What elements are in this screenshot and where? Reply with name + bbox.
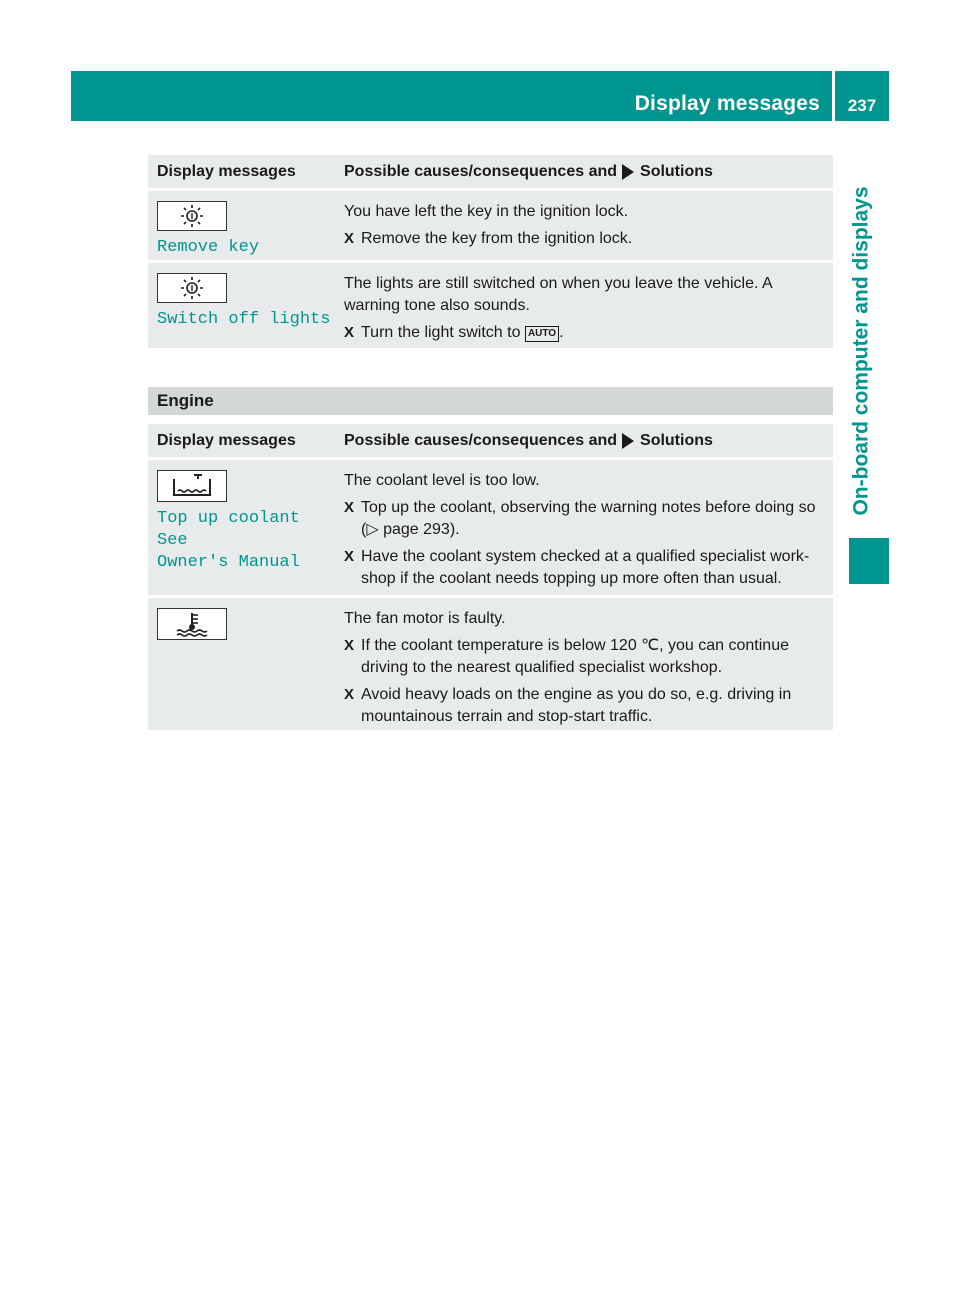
step-marker-icon: X xyxy=(344,637,355,654)
column-header-causes xyxy=(336,163,833,181)
display-message-text: Top up coolant See Owner's Manual xyxy=(157,509,300,572)
exterior-light-icon xyxy=(157,273,227,303)
display-message-text: Switch off lights xyxy=(157,310,331,329)
step-marker-icon: X xyxy=(344,548,355,565)
column-header-display-messages: Display messages xyxy=(157,431,296,449)
cause-text: The lights are still switched on when you leave the vehicle. A warning tone also sounds. xyxy=(344,275,772,314)
step-marker-icon: X xyxy=(344,499,355,516)
page-title: Display messages xyxy=(634,92,820,115)
solution-cell xyxy=(336,598,833,730)
header-bar xyxy=(71,71,832,121)
solution-step-text xyxy=(361,322,564,344)
solution-step xyxy=(344,228,827,250)
coolant-temperature-icon xyxy=(157,608,227,640)
side-tab-label: On-board computer and displays xyxy=(850,186,873,516)
solution-step-text: If the coolant temperature is below 120 ℃, you can continue driving to the nearest qualified specialist workshop. xyxy=(361,637,789,676)
solution-step-text: Remove the key from the ignition lock. xyxy=(361,230,633,247)
column-header-solutions-label: Solutions xyxy=(640,162,713,180)
page-number-box xyxy=(835,71,889,121)
section-heading-engine xyxy=(148,387,833,415)
solution-cell xyxy=(336,191,833,260)
exterior-light-icon xyxy=(157,201,227,231)
table-row xyxy=(148,460,833,595)
column-header-solutions-label: Solutions xyxy=(640,431,713,449)
page-number: 237 xyxy=(847,96,877,115)
solution-step-suffix: . xyxy=(559,324,564,341)
solution-step xyxy=(344,497,827,541)
solution-step-text: Top up the coolant, observing the warning notes before doing so (▷ page 293). xyxy=(361,499,816,538)
solution-step-prefix: Turn the light switch to xyxy=(361,324,521,341)
step-marker-icon: X xyxy=(344,230,355,247)
solution-cell xyxy=(336,263,833,348)
table-header xyxy=(148,424,833,457)
messages-table-lights xyxy=(148,155,833,348)
display-message-cell xyxy=(148,460,334,595)
table-header xyxy=(148,155,833,188)
solution-step xyxy=(344,546,827,590)
solution-cell xyxy=(336,460,833,595)
auto-light-switch-icon: AUTO xyxy=(525,326,559,342)
column-header-display-messages: Display messages xyxy=(157,162,296,180)
step-marker-icon: X xyxy=(344,686,355,703)
solution-step-text: Avoid heavy loads on the engine as you do so, e.g. driving in mountainous terrain and stop-start traffic. xyxy=(361,686,792,725)
cause-text: You have left the key in the ignition lock. xyxy=(344,203,629,220)
messages-table-engine xyxy=(148,424,833,730)
section-title: Engine xyxy=(157,391,214,410)
table-row xyxy=(148,263,833,348)
coolant-level-icon xyxy=(157,470,227,502)
side-tab-marker xyxy=(849,538,889,584)
cause-text: The fan motor is faulty. xyxy=(344,610,506,627)
column-header-causes-label: Possible causes/consequences and xyxy=(344,162,618,180)
display-message-cell xyxy=(148,191,334,260)
column-header-causes xyxy=(336,432,833,450)
table-row xyxy=(148,191,833,260)
display-message-cell xyxy=(148,598,334,730)
solution-step xyxy=(344,322,827,344)
solution-arrow-icon xyxy=(622,164,634,180)
solution-arrow-icon xyxy=(622,433,634,449)
solution-step xyxy=(344,684,827,728)
solution-step xyxy=(344,635,827,679)
side-tab xyxy=(842,172,882,530)
solution-step-text: Have the coolant system checked at a qualified specialist workshop if the coolant needs topping up more often than usual. xyxy=(361,548,810,587)
step-marker-icon: X xyxy=(344,324,355,341)
display-message-cell xyxy=(148,263,334,348)
table-row xyxy=(148,598,833,730)
display-message-text: Remove key xyxy=(157,238,260,257)
cause-text: The coolant level is too low. xyxy=(344,472,540,489)
column-header-causes-label: Possible causes/consequences and xyxy=(344,431,618,449)
